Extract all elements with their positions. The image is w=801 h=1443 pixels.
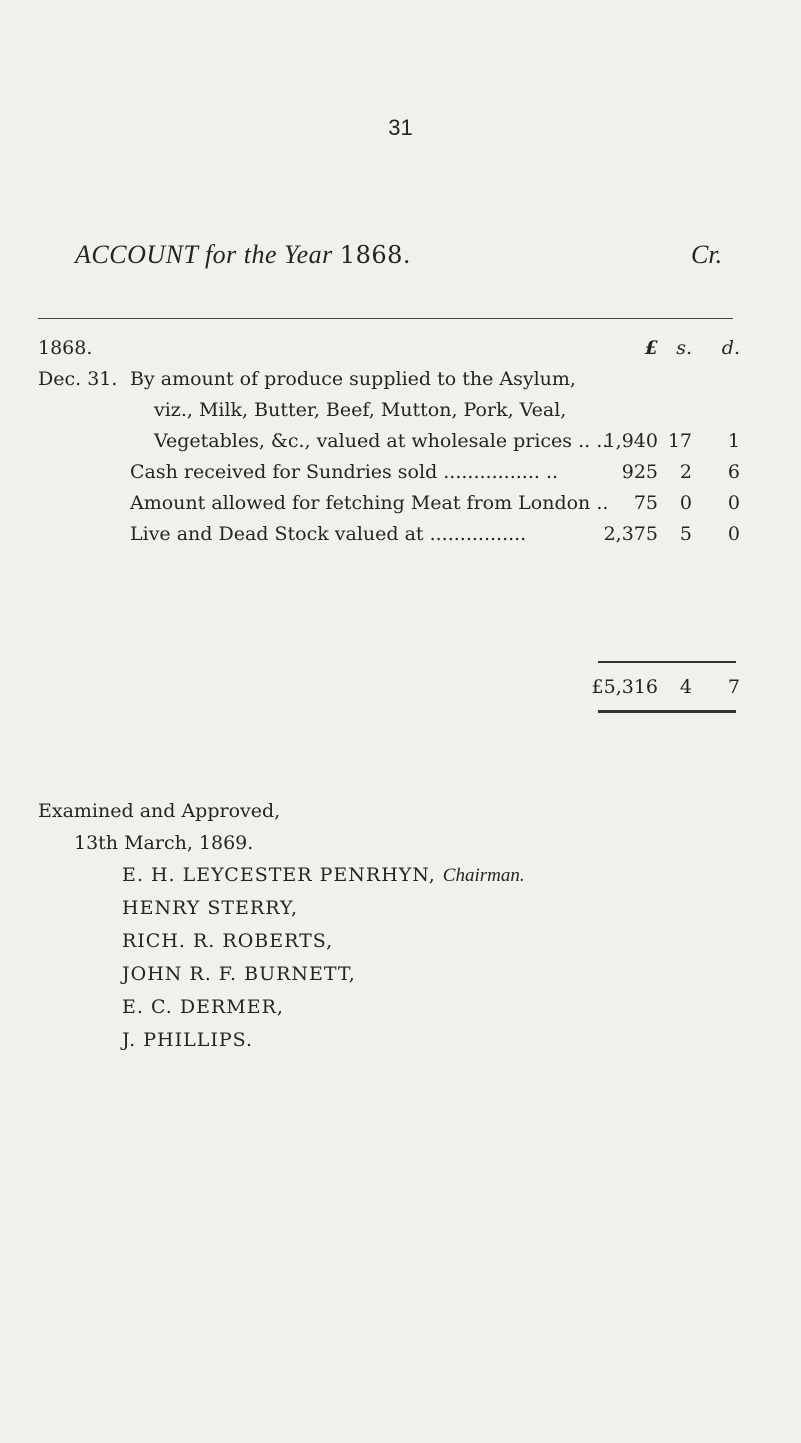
entry-pounds: 925	[621, 461, 658, 483]
approval-line: Examined and Approved,	[38, 800, 281, 822]
entry-pounds: 1,940	[603, 430, 658, 452]
signatory: E. C. DERMER,	[122, 996, 284, 1018]
signatory: HENRY STERRY,	[122, 897, 299, 919]
signatory	[122, 864, 525, 887]
total-rule-top	[598, 661, 736, 663]
credit-label: Cr.	[691, 240, 723, 269]
approval-date: 13th March, 1869.	[74, 832, 254, 854]
signatory: J. PHILLIPS.	[122, 1029, 253, 1051]
entry-line: viz., Milk, Butter, Beef, Mutton, Pork, Veal,	[154, 399, 567, 421]
entry-shillings: 2	[679, 461, 692, 483]
entry-date: Dec. 31.	[38, 368, 118, 390]
entry-line: Live and Dead Stock valued at ................	[130, 523, 527, 545]
entry-pence: 1	[727, 430, 740, 452]
header-rule	[38, 318, 733, 319]
account-title	[75, 240, 411, 270]
entry-pence: 0	[727, 492, 740, 514]
header-pounds: £	[644, 337, 658, 359]
signatory-role: Chairman.	[442, 865, 525, 886]
signatory-name: E. H. LEYCESTER PENRHYN,	[122, 864, 436, 886]
entry-line: Amount allowed for fetching Meat from London ..	[130, 492, 609, 514]
total-shillings: 4	[679, 676, 692, 698]
entry-shillings: 0	[679, 492, 692, 514]
entry-pounds: 2,375	[603, 523, 658, 545]
entry-shillings: 5	[679, 523, 692, 545]
entry-shillings: 17	[667, 430, 692, 452]
header-pence: d.	[721, 337, 740, 359]
page-number: 31	[388, 115, 413, 140]
total-pence: 7	[727, 676, 740, 698]
entry-pence: 0	[727, 523, 740, 545]
entry-pence: 6	[727, 461, 740, 483]
signatory: RICH. R. ROBERTS,	[122, 930, 334, 952]
total-pounds: £5,316	[591, 676, 658, 698]
entry-line: By amount of produce supplied to the Asylum,	[130, 368, 576, 390]
title-year: 1868.	[339, 241, 412, 269]
entry-pounds: 75	[633, 492, 658, 514]
title-text: ACCOUNT for the Year	[75, 240, 333, 269]
signatory: JOHN R. F. BURNETT,	[122, 963, 356, 985]
entry-line: Vegetables, &c., valued at wholesale prices .. ..	[154, 430, 609, 452]
header-year: 1868.	[38, 337, 93, 359]
total-rule-bottom	[598, 710, 736, 713]
entry-line: Cash received for Sundries sold ................ ..	[130, 461, 559, 483]
header-shillings: s.	[676, 337, 692, 359]
